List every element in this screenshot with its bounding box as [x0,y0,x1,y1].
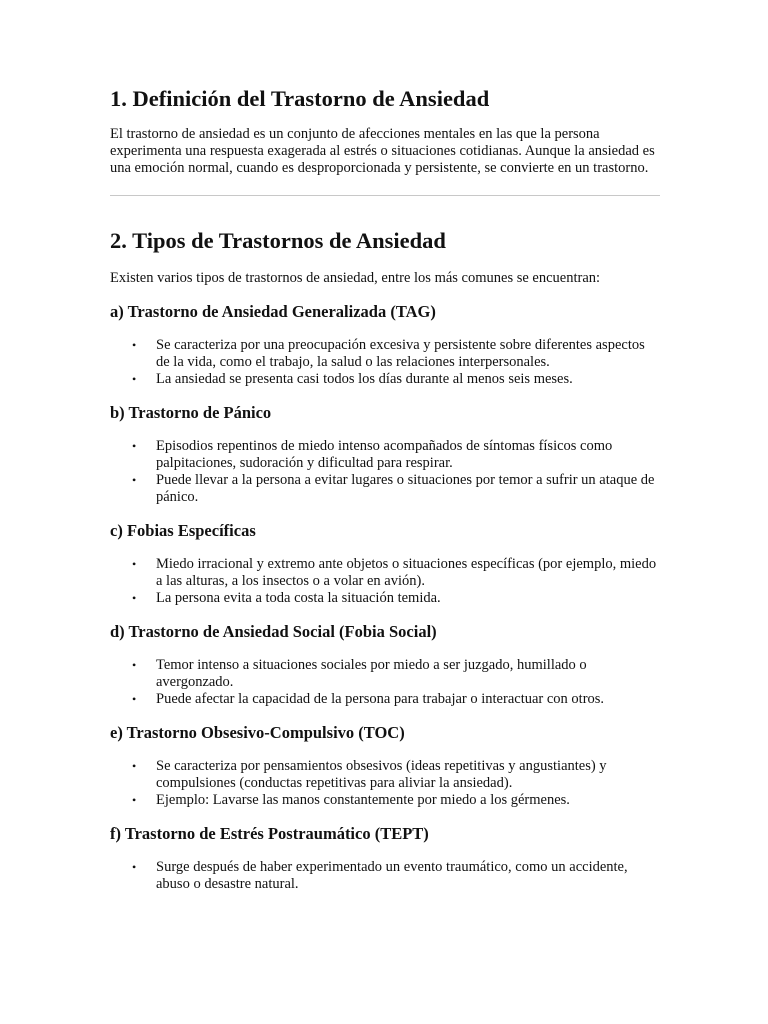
list-item-text: Se caracteriza por pensamientos obsesivos (ideas repetitivas y angustiantes) y compulsiones (conductas repetitivas para aliviar la ansiedad). [156,758,607,791]
subsection-e-title: e) Trastorno Obsesivo-Compulsivo (TOC) [110,723,405,742]
list-item-text: Surge después de haber experimentado un evento traumático, como un accidente, abuso o desastre natural. [156,859,628,892]
subsection-f-list [110,859,660,893]
subsection-e-list [110,758,660,809]
section-divider [110,195,660,196]
list-item [110,472,660,506]
subsection-d-list [110,657,660,708]
bullet-icon: • [132,473,137,487]
list-item-text: Puede llevar a la persona a evitar lugares o situaciones por temor a sufrir un ataque de pánico. [156,472,655,505]
subsection-d-title: d) Trastorno de Ansiedad Social (Fobia Social) [110,622,437,641]
list-item [110,556,660,590]
section-2-intro: Existen varios tipos de trastornos de ansiedad, entre los más comunes se encuentran: [110,270,601,286]
list-item [110,758,660,792]
list-item [110,438,660,472]
list-item [110,859,660,893]
document-content [110,84,660,893]
list-item-text: Miedo irracional y extremo ante objetos o situaciones específicas (por ejemplo, miedo a las alturas, a los insectos o a volar en avión). [156,556,657,589]
subsection-b-list [110,438,660,506]
bullet-icon: • [132,658,137,672]
bullet-icon: • [132,591,137,605]
list-item [110,590,660,607]
list-item-text: Se caracteriza por una preocupación excesiva y persistente sobre diferentes aspectos de la vida, como el trabajo, la salud o las relaciones interpersonales. [156,337,645,370]
subsection-a-list [110,337,660,388]
bullet-icon: • [132,692,137,706]
list-item [110,371,660,388]
list-item-text: La persona evita a toda costa la situación temida. [156,590,441,606]
subsection-c-list [110,556,660,607]
list-item-text: Temor intenso a situaciones sociales por miedo a ser juzgado, humillado o avergonzado. [156,657,587,690]
list-item-text: Ejemplo: Lavarse las manos constantemente por miedo a los gérmenes. [156,792,570,808]
list-item-text: La ansiedad se presenta casi todos los días durante al menos seis meses. [156,371,573,387]
bullet-icon: • [132,372,137,386]
bullet-icon: • [132,439,137,453]
bullet-icon: • [132,793,137,807]
subsection-c-title: c) Fobias Específicas [110,521,256,540]
list-item [110,657,660,691]
subsection-b-title: b) Trastorno de Pánico [110,403,272,422]
bullet-icon: • [132,860,137,874]
bullet-icon: • [132,338,137,352]
section-1-title: 1. Definición del Trastorno de Ansiedad [110,86,490,111]
subsection-a-title: a) Trastorno de Ansiedad Generalizada (TAG) [110,302,436,321]
subsection-f-title: f) Trastorno de Estrés Postraumático (TEPT) [110,824,429,843]
list-item-text: Episodios repentinos de miedo intenso acompañados de síntomas físicos como palpitaciones, sudoración y dificultad para respirar. [156,438,613,471]
list-item [110,691,660,708]
bullet-icon: • [132,557,137,571]
list-item [110,337,660,371]
list-item-text: Puede afectar la capacidad de la persona para trabajar o interactuar con otros. [156,691,605,707]
section-1-body: El trastorno de ansiedad es un conjunto de afecciones mentales en las que la persona experimenta una respuesta exagerada al estrés o situaciones cotidianas. Aunque la ansiedad es una emoción normal, cuando es desproporcionada y persistente, se convierte en un trastorno. [110,126,655,176]
section-2-title: 2. Tipos de Trastornos de Ansiedad [110,228,446,253]
list-item [110,792,660,809]
bullet-icon: • [132,759,137,773]
